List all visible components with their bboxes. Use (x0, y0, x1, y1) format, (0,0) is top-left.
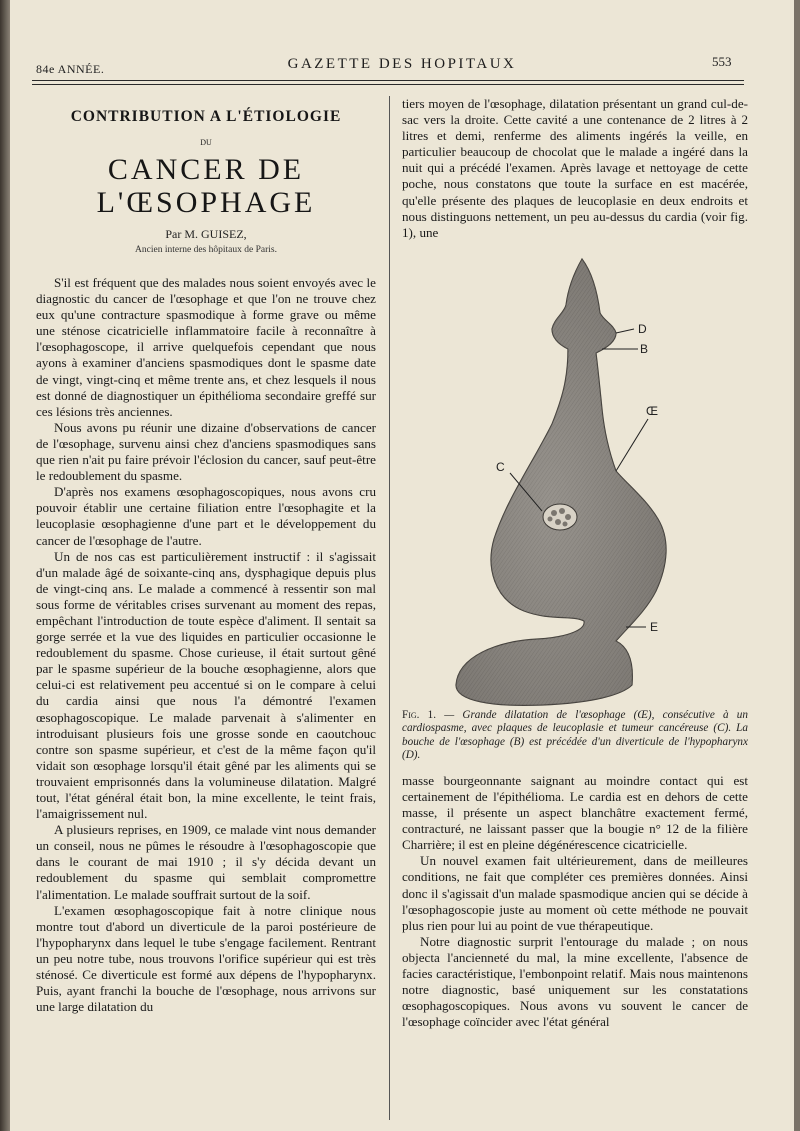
figure-label-b: B (640, 341, 649, 356)
header-page-number: 553 (712, 54, 732, 69)
tumour-mass (543, 504, 577, 530)
paragraph: Nous avons pu réunir une dizaine d'observations de cancer de l'œsophage, survenu ainsi chez d'anciens spasmodiques sans que rien n'ait pu faire prévoir l'éclosion du cancer, sauf peut-être le redoublement du spasme. (36, 419, 376, 484)
figure-label-d: D (638, 321, 647, 336)
paragraph: masse bourgeonnante saignant au moindre contact qui est certainement de l'épithélioma. Le cardia est en dehors de cette masse, il présente un aspect blanchâtre exactement fermé, contracturé, ne laissant passer que la bougie n° 12 de la filière Charrière; il est en pleine dégénérescence cicatricielle. (402, 772, 748, 853)
header-year: 84e ANNÉE. (36, 62, 105, 76)
article-title-du: DU (200, 138, 212, 147)
header-rule-thin (32, 84, 744, 85)
right-bottom-text (402, 773, 748, 1031)
figure-caption (402, 709, 748, 763)
article-byline: Par M. GUISEZ, (165, 227, 247, 241)
paragraph: D'après nos examens œsophagoscopiques, nous avons cru pouvoir établir une certaine filiation entre l'œsophagite et la leucoplasie œsophagienne d'une part et le développement du cancer de l'œsophage de l'autre. (36, 484, 376, 548)
paragraph: tiers moyen de l'œsophage, dilatation présentant un grand cul-de-sac vers la droite. Cette cavité a une contenance de 2 litres à 2 litres et demi, renferme des aliments ingérés la veille, en particulier beaucoup de chocolat que le malade a ingéré dans la nuit qui a précédé l'examen. Après lavage et nettoyage de cette poche, nous constatons que toute la surface en est macérée, qu'elle présente des plaques de leucoplasie en deux endroits et nous distinguons nettement, un peu au-dessus du cardia (voir fig. 1), une (402, 96, 748, 240)
paragraph: S'il est fréquent que des malades nous soient envoyés avec le diagnostic du cancer de l'œsophage et que l'on ne trouve chez eux qu'une contracture spasmodique à forme grave ou même une sténose cicatricielle inflammatoire facile à reconnaître à l'œsophagoscope, il arrive quelquefois cependant que nous ayons à examiner d'anciens spasmodiques dont le spasme date de vingt, vingt-cinq et même trente ans, et chez lesquels il nous est donné de diagnostiquer un épithélioma secondaire greffé sur ces lésions très anciennes. (36, 275, 376, 419)
paragraph: A plusieurs reprises, en 1909, ce malade vint nous demander un conseil, nous ne pûmes le résoudre à l'œsophagoscopie que dans le courant de mai 1910 ; il s'y décida devant un redoublement du spasme qui semblait compromettre l'alimentation. Le malade souffrait surtout de la soif. (36, 822, 376, 902)
paragraph: Un de nos cas est particulièrement instructif : il s'agissait d'un malade âgé de soixante-cinq ans, dysphagique depuis plus de vingt-cinq ans. Le malade a commencé à ressentir son mal sous forme de véritables crises survenant au moment des repas, empêchant l'introduction de toute espèce d'aliment. Il sentait sa gorge serrée et la vue des liquides en particulier occasionne le redoublement du spasme. Chose curieuse, il était surtout gêné par le spasme supérieur de la bouche œsophagienne, alors que celui-ci est relativement peu accentué si on le compare à celui du cardia ainsi que nous l'a démontré l'examen œsophagoscopique. Le malade parvenait à s'alimenter en introduisant plusieurs fois une grosse sonde en caoutchouc contre son spasme supérieur, et c'est de la même façon qu'il vidait son œsophage lorsqu'il était gêné par les aliments qui se trouvaient emprisonnés dans la volumineuse dilatation. Malgré tout, l'état général était bon, la mine excellente, le teint frais, l'amaigrissement nul. (36, 548, 376, 822)
book-spine (0, 0, 10, 1131)
leader-line-oe (616, 419, 648, 471)
figure-caption-text: — Grande dilatation de l'œsophage (Œ), consécutive à un cardiospasme, avec plaques de leucoplasie et tumeur cancéreuse (C). La bouche de l'œsophage (B) est précédée d'un diverticule de l'hypopharynx (D). (402, 708, 748, 762)
article-title-line2: CANCER DE L'ŒSOPHAGE (96, 153, 316, 219)
figure-caption-label: Fig. 1. (402, 708, 437, 721)
left-body-text (36, 275, 376, 1015)
article-affiliation: Ancien interne des hôpitaux de Paris. (135, 245, 277, 255)
figure-label-oe: Œ (646, 403, 658, 418)
oesophagus-texture (456, 259, 666, 705)
right-column (402, 96, 748, 1030)
paragraph: Un nouvel examen fait ultérieurement, dans de meilleures conditions, ne fait que compléter ces premières données. Ainsi donc il s'agissait d'un malade spasmodique ancien qui se décide à l'œsophagoscopie juste au moment où cette méthode ne pouvait plus rien pour lui au point de vue thérapeutique. (402, 853, 748, 933)
column-divider (389, 96, 390, 1120)
article-title-line1: CONTRIBUTION A L'ÉTIOLOGIE (70, 108, 342, 125)
oesophagus-illustration (402, 249, 748, 709)
paragraph: L'examen œsophagoscopique fait à notre clinique nous montre tout d'abord un diverticule de la paroi postérieure de l'hypopharynx dans lequel le tube s'engage facilement. Rentrant un peu notre tube, nous trouvons l'orifice supérieur qui est très sténosé. Ce diverticule est formé aux dépens de l'hypopharynx. Puis, ayant franchi la bouche de l'œsophage, nous arrivons sur une large dilatation du (36, 902, 376, 1015)
figure-label-e: E (650, 619, 659, 634)
figure-oesophagus (402, 249, 748, 709)
leader-line-d (616, 329, 634, 333)
newspaper-page (10, 0, 794, 1131)
left-column (36, 100, 376, 1015)
right-top-text (402, 96, 748, 241)
paragraph: Notre diagnostic surprit l'entourage du malade ; on nous objecta l'ancienneté du mal, la mine excellente, l'absence de facies caractéristique, l'embonpoint relatif. Mais nous maintenons notre diagnostic, basé uniquement sur les constatations œsophagoscopiques. Nous avons vu souvent le cancer de l'œsophage coïncider avec l'état général (402, 933, 748, 1030)
figure-label-c: C (496, 459, 505, 474)
header-journal-title: GAZETTE DES HOPITAUX (287, 56, 517, 72)
header-rule (32, 80, 744, 81)
